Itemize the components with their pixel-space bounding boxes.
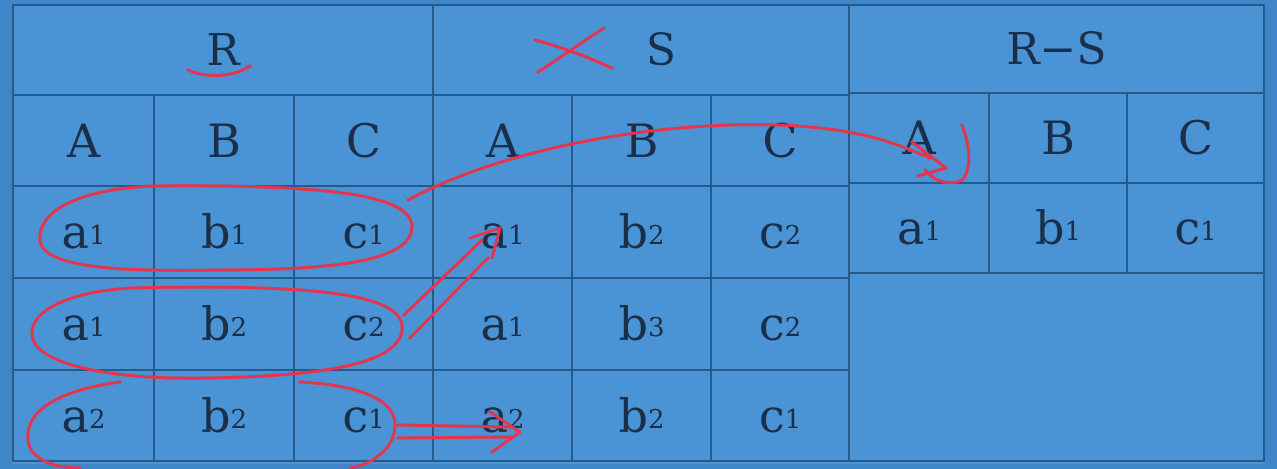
cell-subscript: 1: [230, 221, 247, 251]
cell-value: a: [480, 205, 508, 259]
cell-value: b: [201, 205, 231, 259]
s-row1-c: [710, 185, 850, 279]
cell-subscript: 2: [784, 221, 802, 251]
cell-subscript: 2: [230, 404, 247, 435]
cell-subscript: 2: [784, 313, 802, 343]
cell-subscript: 2: [507, 404, 525, 435]
s-row2-a: [432, 277, 573, 371]
cell-value: c: [758, 205, 785, 259]
cell-subscript: 2: [230, 313, 247, 343]
cell-subscript: 2: [647, 221, 665, 251]
s-row3-a: [432, 369, 573, 462]
cell-value: b: [1035, 201, 1065, 255]
cell-value: a: [61, 205, 89, 259]
cell-subscript: 1: [507, 221, 525, 251]
r-row2-a: [12, 277, 155, 371]
diff-header-c: C: [1126, 92, 1265, 184]
cell-subscript: 1: [1200, 217, 1217, 247]
cell-subscript: 1: [88, 313, 106, 343]
cell-subscript: 1: [924, 217, 941, 247]
cell-subscript: 2: [88, 404, 106, 435]
cell-value: c: [342, 388, 369, 443]
cell-value: b: [201, 388, 231, 443]
diff-header-b: B: [988, 92, 1128, 184]
cell-value: c: [758, 388, 785, 443]
cell-subscript: 1: [368, 404, 385, 435]
cell-value: a: [480, 388, 508, 443]
cell-subscript: 1: [1064, 217, 1081, 247]
diff-header-a: A: [848, 92, 990, 184]
cell-value: b: [618, 205, 648, 259]
cell-value: b: [201, 297, 231, 351]
cell-value: c: [342, 205, 369, 259]
cell-subscript: 1: [507, 313, 525, 343]
cell-value: a: [897, 201, 925, 255]
r-row2-c: [293, 277, 434, 371]
r-row1-b: [153, 185, 295, 279]
r-row3-b: [153, 369, 295, 462]
cell-value: c: [758, 297, 785, 351]
r-header-a: A: [12, 94, 155, 187]
cell-subscript: 2: [368, 313, 385, 343]
s-header-a: A: [432, 94, 573, 187]
cell-value: a: [480, 297, 508, 351]
diff-row1-c: [1126, 182, 1265, 274]
diff-row1-b: [988, 182, 1128, 274]
s-row2-b: [571, 277, 712, 371]
r-header-b: B: [153, 94, 295, 187]
cell-subscript: 1: [784, 404, 802, 435]
s-row3-c: [710, 369, 850, 462]
cell-subscript: 1: [368, 221, 385, 251]
r-row3-a: [12, 369, 155, 462]
cell-subscript: 1: [88, 221, 106, 251]
table-s-title: S: [432, 4, 850, 96]
cell-value: a: [61, 388, 89, 443]
s-row3-b: [571, 369, 712, 462]
s-row1-b: [571, 185, 712, 279]
cell-value: b: [618, 297, 648, 351]
r-header-c: C: [293, 94, 434, 187]
diff-empty-area: [848, 272, 1265, 462]
r-row2-b: [153, 277, 295, 371]
diff-row1-a: [848, 182, 990, 274]
s-header-c: C: [710, 94, 850, 187]
cell-value: a: [61, 297, 89, 351]
cell-subscript: 2: [647, 404, 665, 435]
r-row1-a: [12, 185, 155, 279]
cell-value: c: [342, 297, 369, 351]
cell-value: b: [618, 388, 648, 443]
s-header-b: B: [571, 94, 712, 187]
cell-value: c: [1174, 201, 1201, 255]
table-diff-title: R−S: [848, 4, 1265, 94]
r-row1-c: [293, 185, 434, 279]
r-row3-c: [293, 369, 434, 462]
s-row2-c: [710, 277, 850, 371]
s-row1-a: [432, 185, 573, 279]
table-r-title: R: [12, 4, 434, 96]
cell-subscript: 3: [647, 313, 665, 343]
